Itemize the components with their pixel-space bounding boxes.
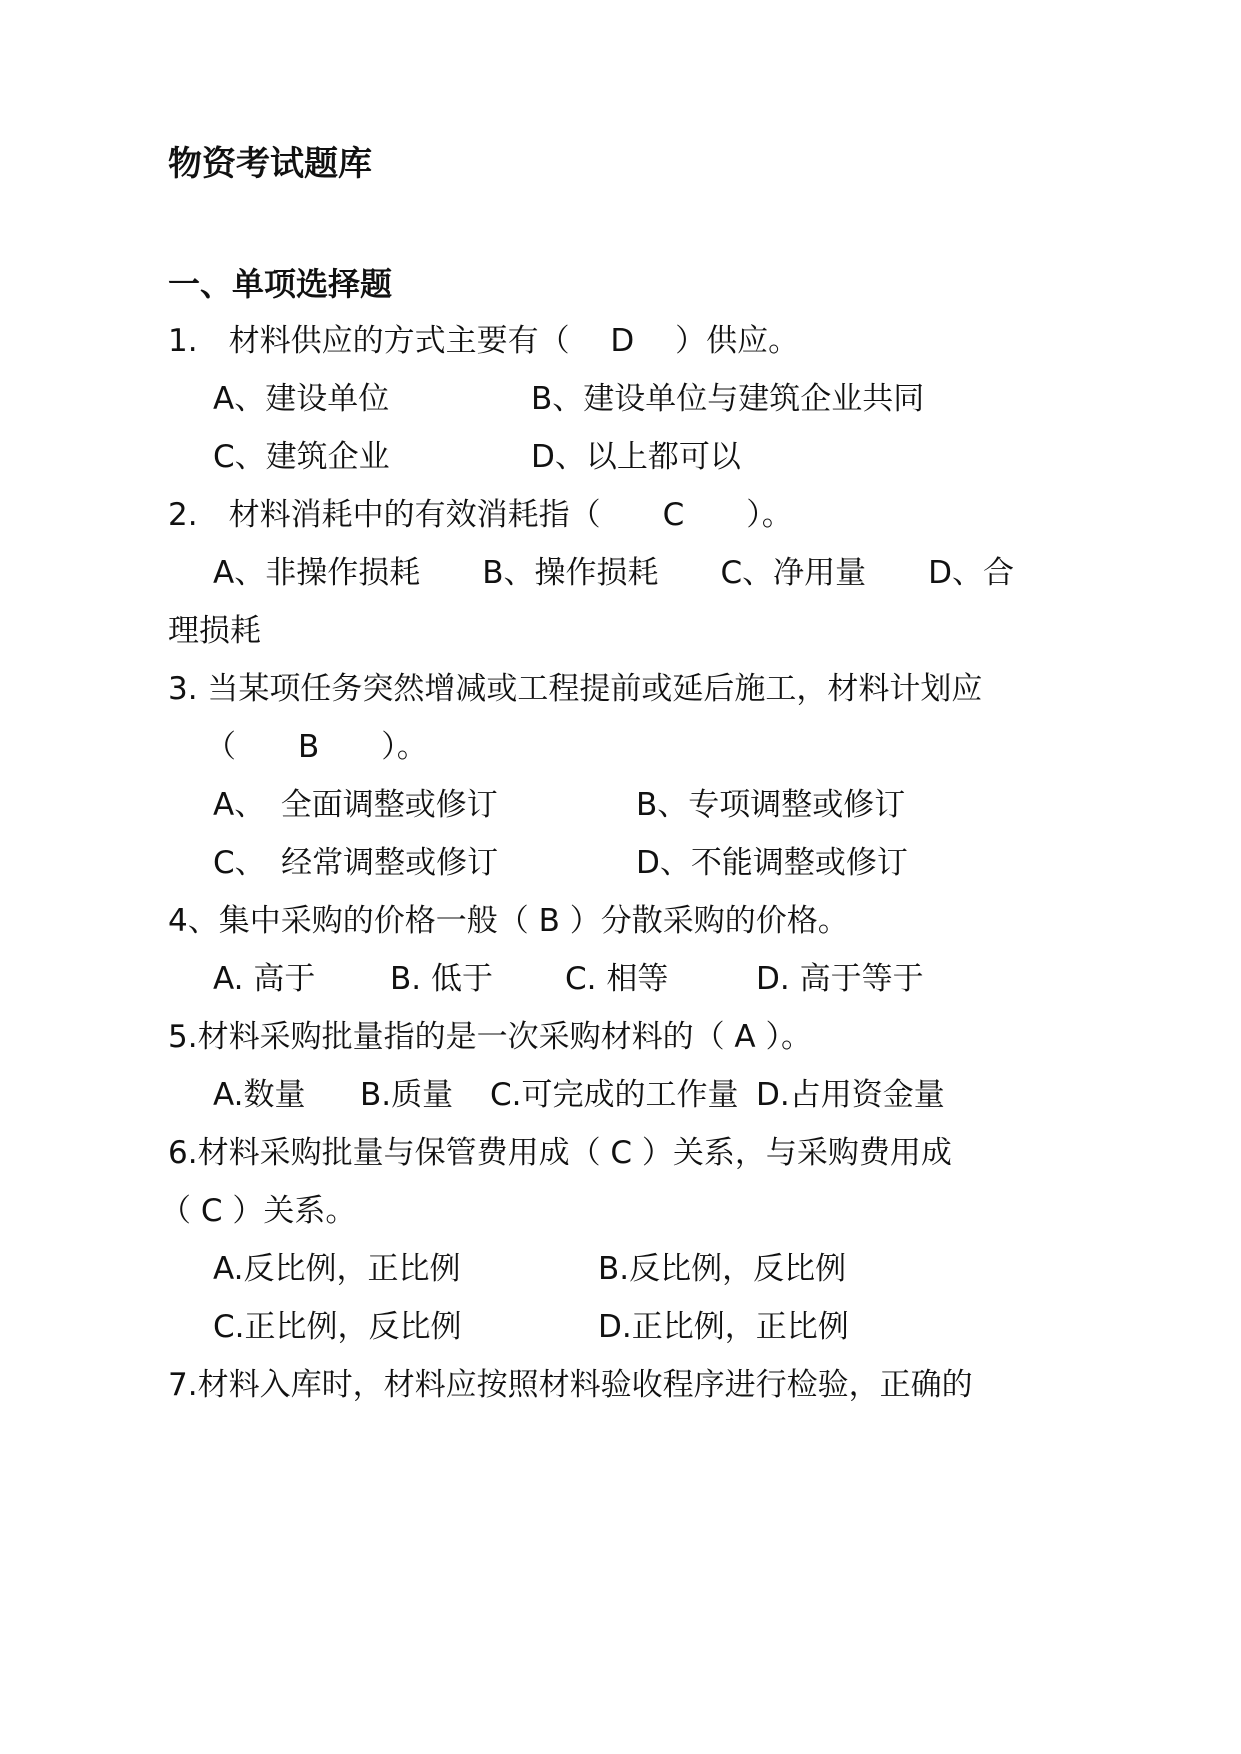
section-heading: 一、单项选择题 — [168, 265, 393, 303]
question-2-stem: 2. 材料消耗中的有效消耗指（ C ）。 — [168, 497, 793, 533]
question-3-option-b: B、专项调整或修订 — [636, 787, 906, 823]
question-3-option-d: D、不能调整或修订 — [636, 845, 908, 881]
question-2-options: A、非操作损耗 B、操作损耗 C、净用量 D、合 — [213, 555, 1014, 591]
question-6-option-d: D.正比例，正比例 — [598, 1309, 849, 1345]
question-4-option-d: D. 高于等于 — [756, 961, 924, 997]
question-6-option-c: C.正比例，反比例 — [213, 1309, 462, 1345]
question-6-option-b: B.反比例，反比例 — [598, 1251, 847, 1287]
question-6-stem-wrap: （ C ）关系。 — [160, 1193, 357, 1229]
question-5-option-b: B.质量 — [360, 1077, 454, 1113]
question-3-option-a: A、 全面调整或修订 — [213, 787, 498, 823]
question-5-option-a: A.数量 — [213, 1077, 306, 1113]
question-3-stem-wrap: （ B ）。 — [205, 729, 428, 765]
question-1-option-a: A、建设单位 — [213, 381, 390, 417]
question-7-stem: 7.材料入库时，材料应按照材料验收程序进行检验，正确的 — [168, 1367, 973, 1403]
question-4-option-a: A. 高于 — [213, 961, 316, 997]
question-6-stem: 6.材料采购批量与保管费用成（ C ）关系，与采购费用成 — [168, 1135, 952, 1171]
question-5-option-d: D.占用资金量 — [756, 1077, 945, 1113]
question-3-option-c: C、 经常调整或修订 — [213, 845, 499, 881]
page-title: 物资考试题库 — [168, 144, 372, 184]
question-6-option-a: A.反比例，正比例 — [213, 1251, 461, 1287]
question-1-option-b: B、建设单位与建筑企业共同 — [531, 381, 925, 417]
question-2-options-wrap: 理损耗 — [168, 613, 261, 649]
question-4-option-c: C. 相等 — [565, 961, 669, 997]
question-5-option-c: C.可完成的工作量 — [490, 1077, 739, 1113]
question-1-stem: 1. 材料供应的方式主要有（ D ）供应。 — [168, 323, 800, 359]
question-4-option-b: B. 低于 — [390, 961, 493, 997]
question-5-stem: 5.材料采购批量指的是一次采购材料的（ A ）。 — [168, 1019, 812, 1055]
question-4-stem: 4、集中采购的价格一般（ B ）分散采购的价格。 — [168, 903, 849, 939]
question-1-option-c: C、建筑企业 — [213, 439, 390, 475]
question-3-stem: 3. 当某项任务突然增减或工程提前或延后施工，材料计划应 — [168, 671, 983, 707]
question-1-option-d: D、以上都可以 — [531, 439, 741, 475]
